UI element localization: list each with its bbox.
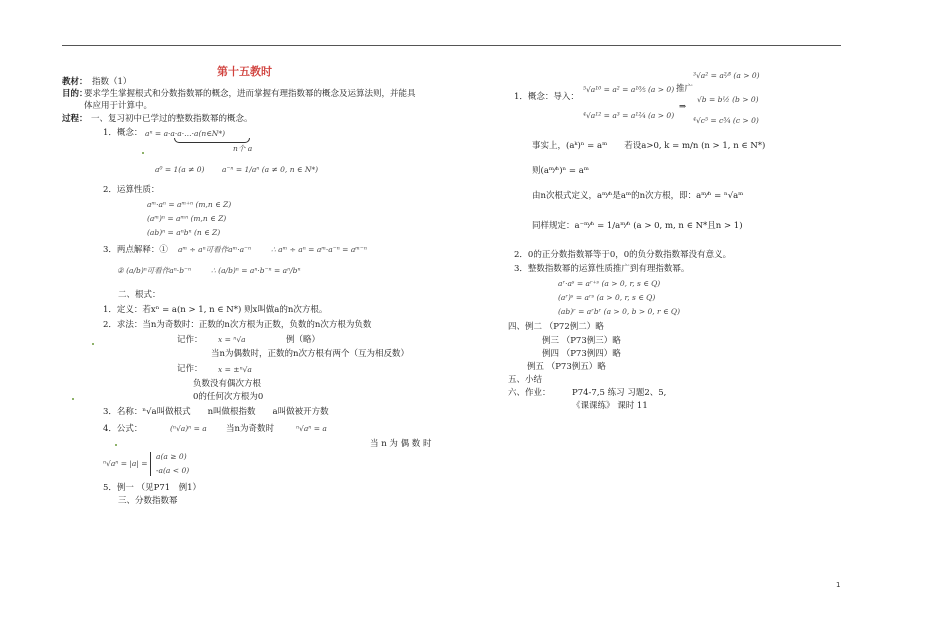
genshi-title: 二、根式：: [118, 290, 161, 300]
fushu: 负数没有偶次方根: [193, 379, 262, 389]
abs-formula: ⁿ√aⁿ = |a| =: [103, 459, 148, 468]
header-rule: [62, 45, 841, 46]
example-omitted: 例（略）: [286, 335, 321, 345]
rule-1: aᵐ·aⁿ = aᵐ⁺ⁿ (m,n ∈ Z): [147, 200, 232, 209]
jizuo-2-label: 记作：: [177, 364, 203, 374]
zero-root: 0的任何次方根为0: [193, 392, 264, 402]
concept-formula: aⁿ = a·a·a·…·a(n∈N*): [145, 129, 226, 138]
zuoye-2: 《课课练》 课时 11: [572, 401, 648, 411]
qiufa: 2．求法：当n为奇数时：正数的n次方根为正数，负数的n次方根为负数: [103, 320, 372, 330]
mingcheng: 3．名称：ⁿ√a叫做根式 n叫做根指数 a叫做被开方数: [103, 407, 329, 417]
marker-dot: [92, 343, 94, 345]
xiaojie: 五、小结: [508, 375, 543, 385]
arrow: ⇒: [679, 102, 687, 112]
page-number: 1: [836, 581, 841, 589]
daoru-1: ⁵√a¹⁰ = a² = a¹⁰⁄₅ (a > 0): [583, 85, 675, 94]
liangdian-label: 3．两点解释：①: [103, 245, 168, 255]
liangdian-1b: ∴ aᵐ ÷ aⁿ = aᵐ·a⁻ⁿ = aᵐ⁻ⁿ: [271, 245, 367, 254]
guocheng-label: 过程：: [62, 114, 88, 124]
point-2: 2．0的正分数指数幂等于0，0的负分数指数幂没有意义。: [514, 250, 732, 260]
mudi-line2: 体应用于计算中。: [84, 101, 153, 111]
oushu: 当n为偶数时，正数的n次方根有两个（互为相反数）: [211, 349, 409, 359]
gongshi-1: (ⁿ√a)ⁿ = a: [170, 424, 207, 433]
marker-dot: [142, 152, 144, 154]
zuoye-label: 六、作业：: [508, 388, 551, 398]
jizuo-1-formula: x = ⁿ√a: [218, 335, 246, 344]
mudi-label: 目的：: [62, 89, 88, 99]
shishi: 事实上，(aᵏ)ⁿ = aᵐ 若设a>0, k = m/n (n > 1, n ∈ N*): [532, 141, 766, 151]
genshi-def: 1．定义：若xⁿ = a(n > 1, n ∈ N*) 则x叫做a的n次方根。: [103, 305, 328, 315]
page-title: 第十五教时: [217, 65, 272, 78]
li-er: 四、例二 （P72例二）略: [508, 322, 604, 332]
point-3: 3．整数指数幂的运算性质推广到有理指数幂。: [514, 264, 690, 274]
fenshu-title: 三、分数指数幂: [118, 496, 178, 506]
gongshi-2: ⁿ√aⁿ = a: [296, 424, 327, 433]
liangdian-2a: ② (a/b)ⁿ可看作aⁿ·b⁻ⁿ: [117, 266, 191, 275]
jiaocai-value: 指数（1）: [92, 77, 132, 87]
brace: [174, 138, 250, 143]
li-san: 例三 （P73例三）略: [542, 336, 621, 346]
case-bracket: [150, 452, 151, 476]
q-rule-2: (aʳ)ˢ = aʳˢ (a > 0, r, s ∈ Q): [558, 293, 656, 302]
a-neg-n: a⁻ⁿ = 1/aⁿ (a ≠ 0, n ∈ N*): [222, 165, 319, 174]
concept-label: 1．概念：: [103, 128, 143, 138]
marker-dot: [72, 398, 74, 400]
gongshi-label: 4．公式：: [103, 424, 143, 434]
li-si: 例四 （P73例四）略: [542, 349, 621, 359]
rule-2: (aᵐ)ⁿ = aᵐⁿ (m,n ∈ Z): [147, 214, 227, 223]
yunsuan-label: 2．运算性质：: [103, 185, 160, 195]
jizuo-2-formula: x = ±ⁿ√a: [218, 365, 252, 374]
daoru-2: ⁴√a¹² = a³ = a¹²⁄₄ (a > 0): [583, 111, 675, 120]
guocheng-review: 一、复习初中已学过的整数指数幂的概念。: [91, 114, 253, 124]
case-1: a(a ≥ 0): [156, 452, 187, 461]
jizuo-1-label: 记作：: [177, 335, 203, 345]
a-zero: a⁰ = 1(a ≠ 0): [155, 165, 205, 174]
li-yi: 5．例一 （见P71 例1）: [103, 483, 202, 493]
jiaocai-label: 教材：: [62, 77, 88, 87]
q-rule-3: (ab)ʳ = aʳbʳ (a > 0, b > 0, r ∈ Q): [558, 307, 681, 316]
gongshi-even: 当 n 为 偶 数 时: [370, 439, 432, 449]
gen-3: ⁴√c⁵ = c⁵⁄₄ (c > 0): [693, 116, 759, 125]
li-wu: 例五 （P73例五）略: [527, 362, 606, 372]
q-rule-1: aʳ·aˢ = aʳ⁺ˢ (a > 0, r, s ∈ Q): [558, 279, 661, 288]
ze: 则(aᵐ⁄ⁿ)ⁿ = aᵐ: [532, 166, 589, 176]
case-2: -a(a < 0): [156, 466, 190, 475]
gen-1: ³√a² = a²⁄³ (a > 0): [693, 71, 760, 80]
tuiguang: 推广: [676, 84, 694, 94]
liangdian-1a: aᵐ ÷ aⁿ可看作aᵐ·a⁻ⁿ: [178, 245, 252, 254]
gainian-label: 1．概念：导入：: [514, 92, 579, 102]
gen-2: √b = b½ (b > 0): [697, 95, 759, 104]
marker-dot: [115, 444, 117, 446]
tongli: 同样规定：a⁻ᵐ⁄ⁿ = 1/aᵐ⁄ⁿ (a > 0, m, n ∈ N*且n > 1): [532, 221, 743, 231]
gongshi-odd: 当n为奇数时: [226, 424, 274, 434]
genshi-dingyi: 由n次根式定义，aᵐ⁄ⁿ是aᵐ的n次方根，即：aᵐ⁄ⁿ = ⁿ√aᵐ: [532, 191, 744, 201]
n-ge-a: n个 a: [233, 144, 253, 153]
liangdian-2b: ∴ (a/b)ⁿ = aⁿ·b⁻ⁿ = aⁿ/bⁿ: [211, 266, 301, 275]
rule-3: (ab)ⁿ = aⁿbⁿ (n ∈ Z): [147, 228, 221, 237]
zuoye-1: P74-7,5 练习 习题2、5,: [572, 388, 667, 398]
mudi-line1: 要求学生掌握根式和分数指数幂的概念，进而掌握有理指数幂的概念及运算法则，并能具: [84, 89, 416, 99]
